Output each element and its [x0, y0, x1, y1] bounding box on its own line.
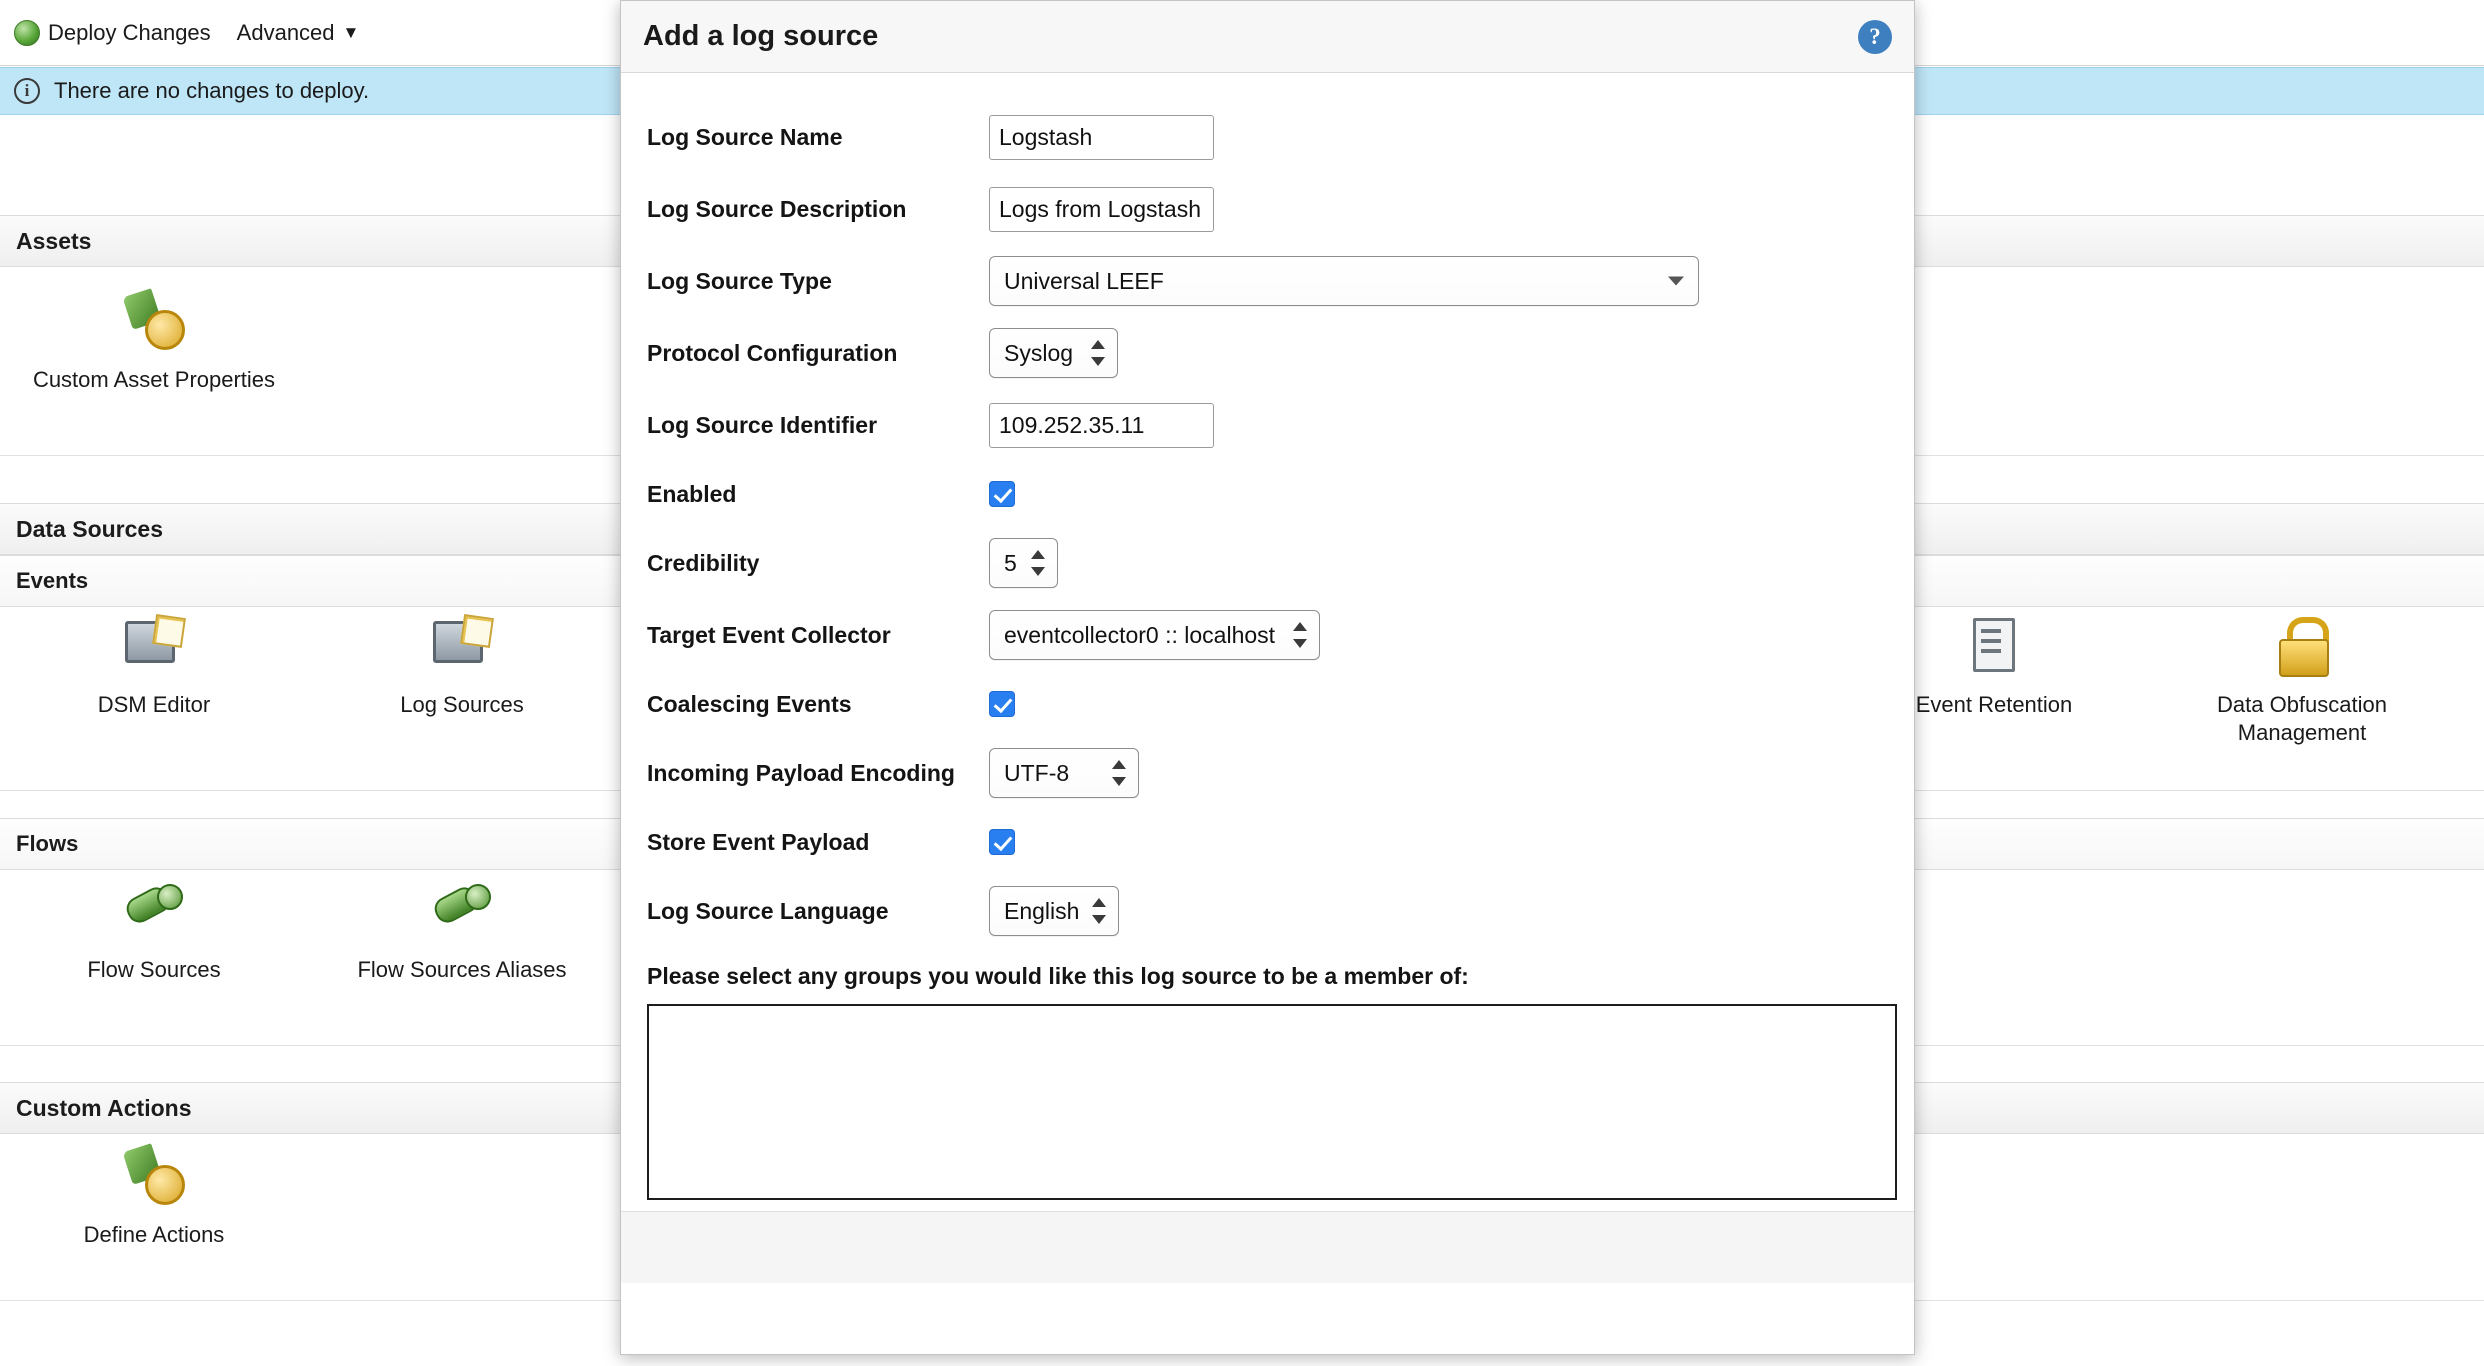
field-row-store-event-payload: [647, 809, 1888, 875]
monitor-edit-icon: [431, 615, 493, 677]
target-event-collector-label: Target Event Collector: [647, 621, 891, 648]
credibility-label: Credibility: [647, 549, 760, 576]
tile-label: Event Retention: [1915, 692, 2073, 717]
target-event-collector-select[interactable]: [989, 610, 1320, 660]
coalescing-events-label: Coalescing Events: [647, 690, 852, 717]
groups-label: Please select any groups you would like this log source to be a member of:: [647, 963, 1469, 989]
add-log-source-dialog: [620, 0, 1915, 1355]
events-tile-grid-right: [1840, 615, 2456, 747]
retention-icon: [1963, 615, 2025, 677]
tile-label: Log Sources: [400, 692, 524, 717]
custom-actions-tile-grid: [0, 1145, 308, 1249]
log-source-description-label: Log Source Description: [647, 195, 907, 222]
section-title: Flows: [16, 831, 79, 856]
chevron-updown-icon: [1091, 340, 1105, 366]
log-source-type-label: Log Source Type: [647, 267, 832, 294]
chevron-updown-icon: [1031, 550, 1045, 576]
dialog-title: Add a log source: [643, 20, 879, 52]
lock-icon: [2271, 615, 2333, 677]
groups-listbox[interactable]: [647, 1004, 1897, 1200]
tile-flow-sources[interactable]: [0, 880, 308, 984]
assets-tile-grid: [0, 290, 308, 394]
incoming-payload-encoding-label: Incoming Payload Encoding: [647, 759, 955, 786]
chevron-updown-icon: [1092, 898, 1106, 924]
credibility-stepper[interactable]: [989, 538, 1058, 588]
incoming-payload-encoding-value: UTF-8: [1004, 759, 1070, 786]
log-source-name-label: Log Source Name: [647, 123, 843, 150]
help-icon[interactable]: ?: [1858, 20, 1892, 54]
globe-icon: [14, 20, 40, 46]
tile-label: Flow Sources: [87, 957, 221, 982]
field-row-log-source-identifier: [647, 389, 1888, 461]
field-row-coalescing-events: [647, 671, 1888, 737]
section-title: Events: [16, 568, 89, 593]
incoming-payload-encoding-select[interactable]: [989, 748, 1139, 798]
tile-flow-sources-aliases[interactable]: [308, 880, 616, 984]
dialog-footer-strip: [621, 1211, 1914, 1283]
protocol-configuration-label: Protocol Configuration: [647, 339, 898, 366]
log-source-description-input[interactable]: [989, 187, 1214, 232]
field-row-log-source-language: [647, 875, 1888, 947]
tile-custom-asset-properties[interactable]: [0, 290, 308, 394]
info-icon: i: [14, 78, 40, 104]
enabled-label: Enabled: [647, 480, 737, 507]
log-source-language-value: English: [1004, 897, 1080, 924]
log-source-language-select[interactable]: [989, 886, 1119, 936]
field-row-log-source-type: [647, 245, 1888, 317]
log-source-identifier-input[interactable]: [989, 403, 1214, 448]
tile-define-actions[interactable]: [0, 1145, 308, 1249]
monitor-edit-icon: [123, 615, 185, 677]
protocol-configuration-select[interactable]: [989, 328, 1118, 378]
asset-gear-icon: [123, 1145, 185, 1207]
log-source-type-value: Universal LEEF: [1004, 267, 1164, 294]
credibility-value: 5: [1004, 549, 1017, 576]
store-event-payload-checkbox[interactable]: [989, 829, 1015, 855]
asset-gear-icon: [123, 290, 185, 352]
enabled-checkbox[interactable]: [989, 481, 1015, 507]
tile-label: Define Actions: [83, 1222, 225, 1247]
dialog-body: [621, 73, 1914, 1283]
protocol-configuration-value: Syslog: [1004, 339, 1074, 366]
section-title: Data Sources: [16, 515, 164, 542]
deploy-changes-button[interactable]: [14, 20, 211, 46]
tile-label: Custom Asset Properties: [32, 367, 276, 392]
advanced-menu[interactable]: [237, 20, 360, 46]
chevron-down-icon: ▼: [342, 22, 360, 42]
log-source-type-select[interactable]: [989, 256, 1699, 306]
chevron-updown-icon: [1293, 622, 1307, 648]
log-source-language-label: Log Source Language: [647, 897, 889, 924]
dialog-header: [621, 1, 1914, 73]
field-row-enabled: [647, 461, 1888, 527]
coalescing-events-checkbox[interactable]: [989, 691, 1015, 717]
tile-label: Flow Sources Aliases: [357, 957, 567, 982]
target-event-collector-value: eventcollector0 :: localhost: [1004, 621, 1276, 648]
section-title: Custom Actions: [16, 1094, 192, 1121]
field-row-incoming-payload-encoding: [647, 737, 1888, 809]
flow-icon: [123, 880, 185, 942]
flow-icon: [431, 880, 493, 942]
store-event-payload-label: Store Event Payload: [647, 828, 870, 855]
tile-dsm-editor[interactable]: [0, 615, 308, 719]
field-row-credibility: [647, 527, 1888, 599]
chevron-updown-icon: [1112, 760, 1126, 786]
field-row-target-event-collector: [647, 599, 1888, 671]
tile-label: Data Obfuscation Management: [2217, 692, 2387, 746]
field-row-protocol-configuration: [647, 317, 1888, 389]
tile-data-obfuscation-management[interactable]: [2148, 615, 2456, 747]
tile-label: DSM Editor: [97, 692, 211, 717]
log-source-identifier-label: Log Source Identifier: [647, 411, 878, 438]
tile-log-sources[interactable]: [308, 615, 616, 719]
chevron-down-icon: [1668, 277, 1684, 286]
flows-tile-grid: [0, 880, 616, 984]
deploy-changes-label: Deploy Changes: [48, 19, 211, 45]
log-source-name-input[interactable]: [989, 115, 1214, 160]
events-tile-grid-left: [0, 615, 616, 719]
notice-message: There are no changes to deploy.: [54, 78, 370, 103]
field-row-log-source-name: [647, 101, 1888, 173]
field-row-log-source-description: [647, 173, 1888, 245]
advanced-label: Advanced: [236, 19, 335, 45]
section-title: Assets: [16, 227, 92, 254]
